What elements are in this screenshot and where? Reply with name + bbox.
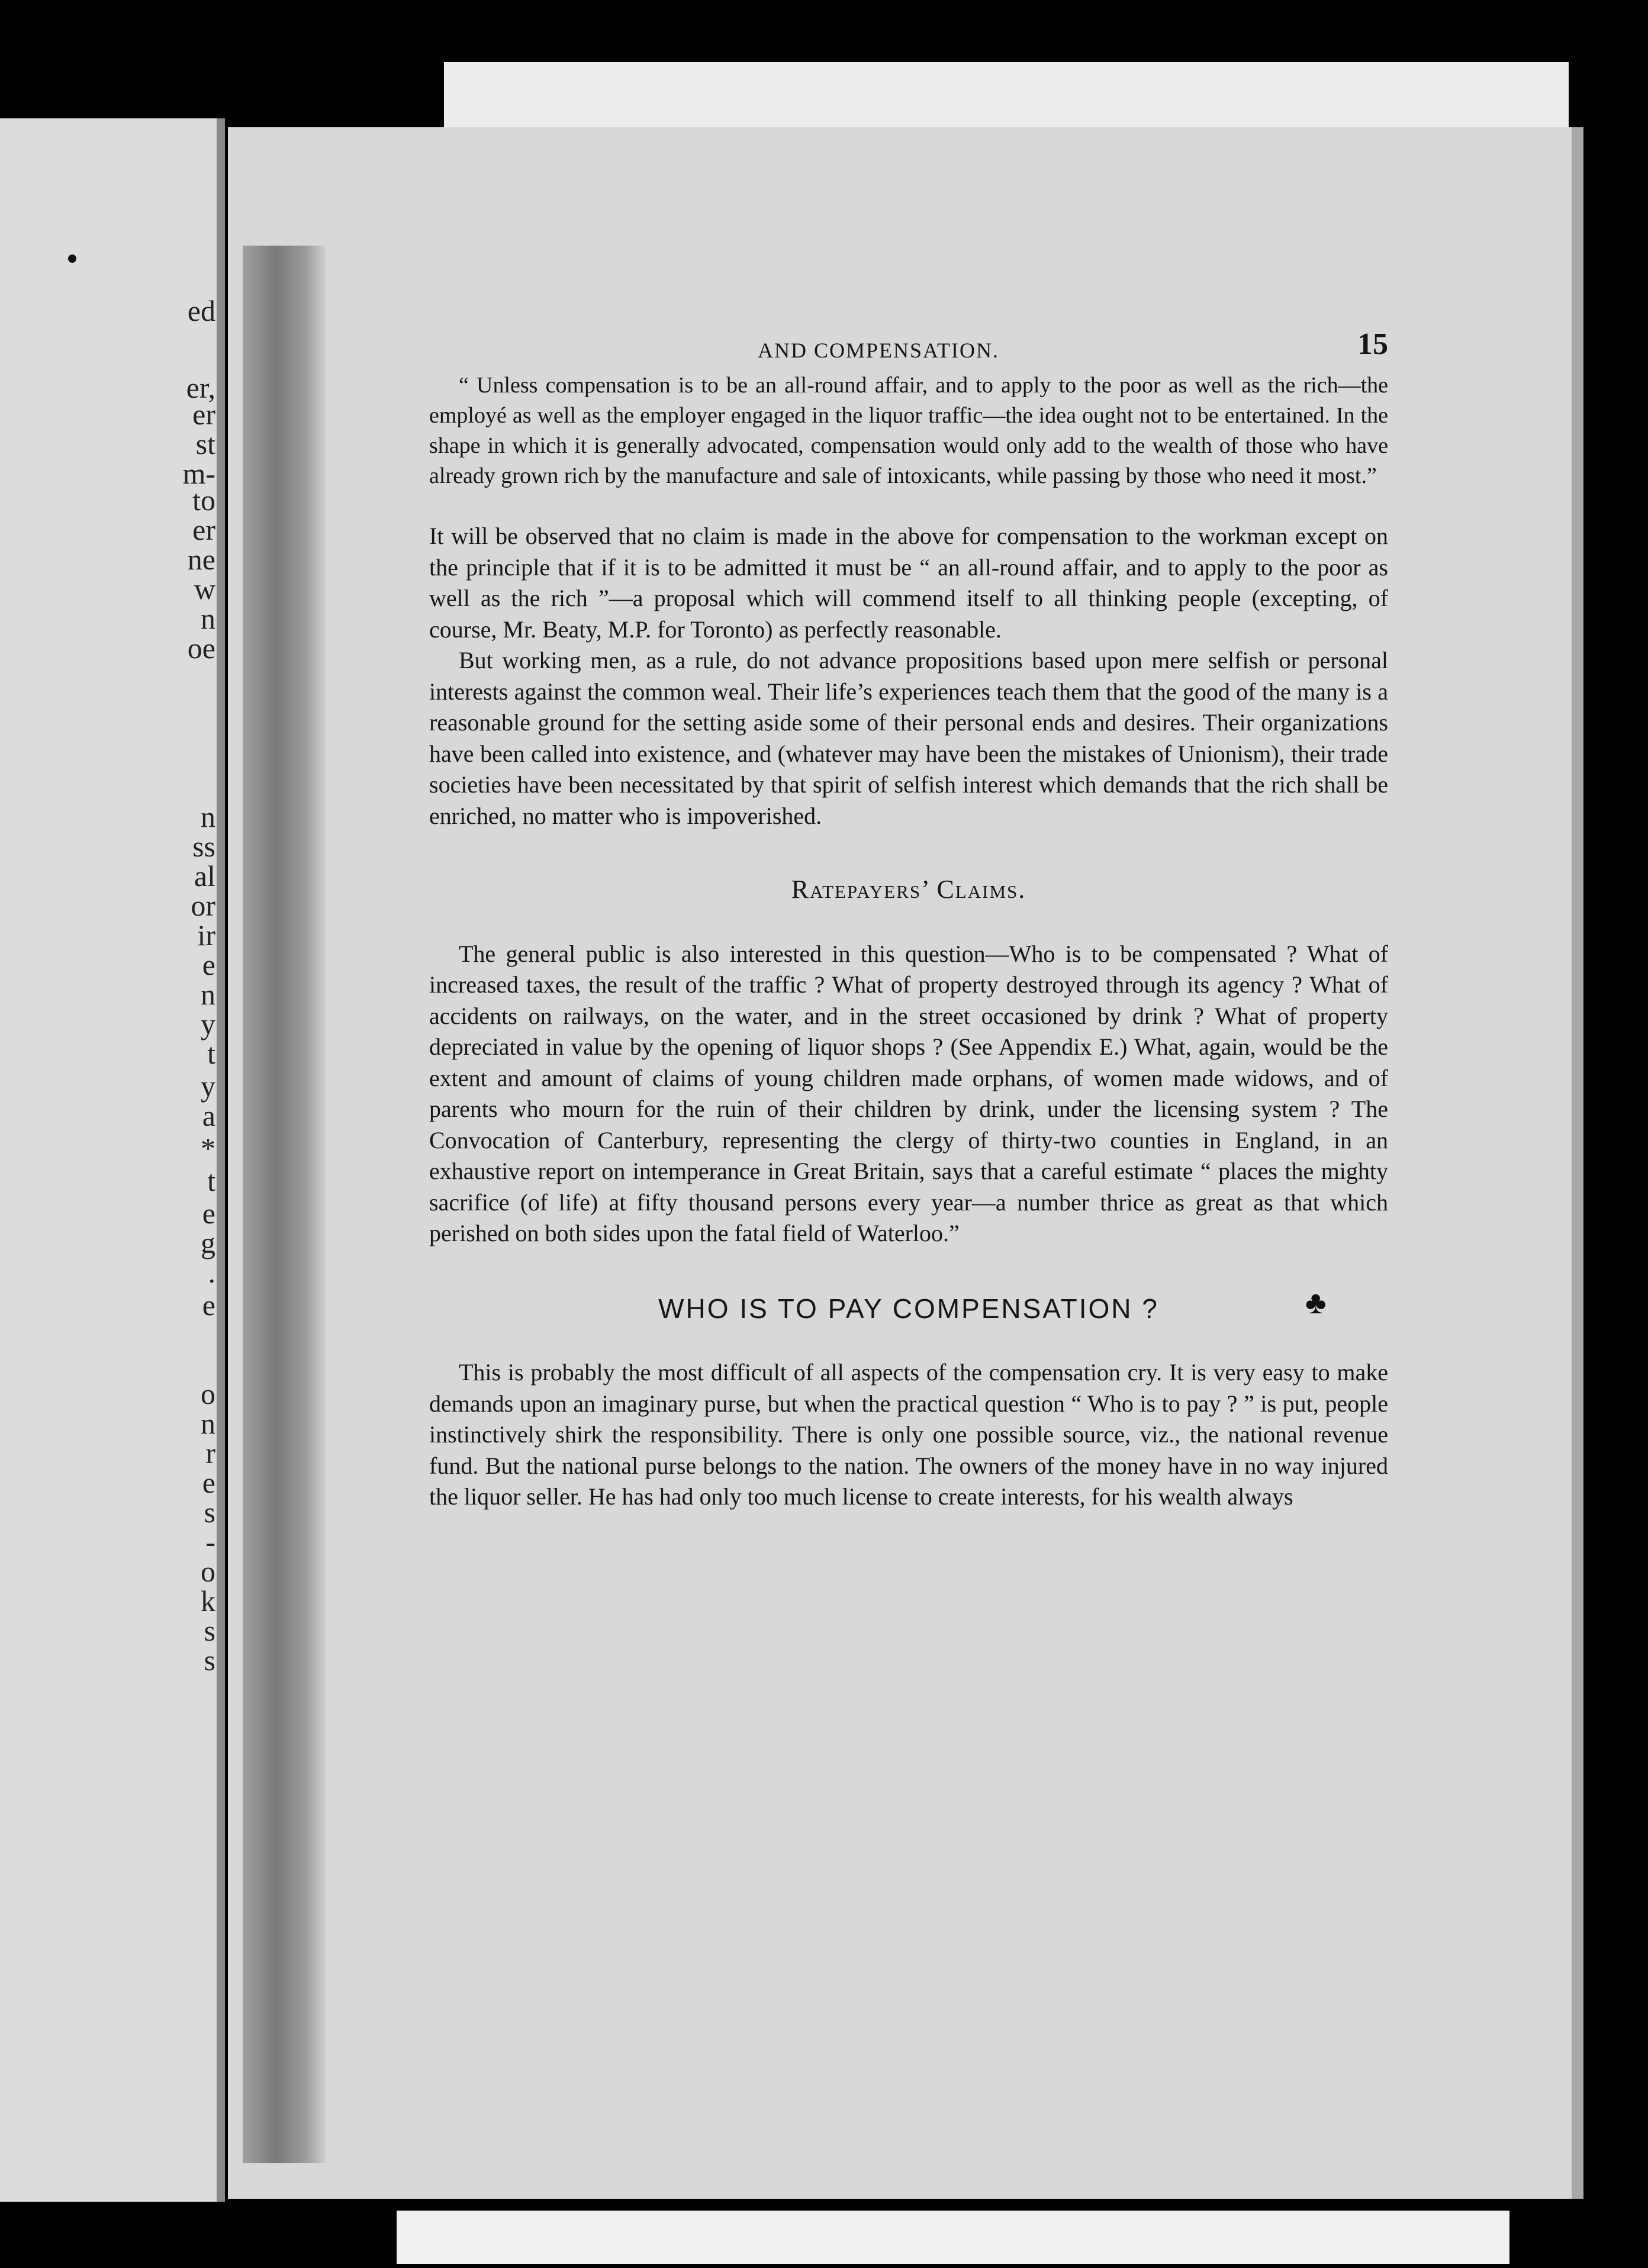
section-heading-who-pays [429,1284,1388,1325]
bleed-fragment: g [201,1226,215,1259]
bleed-fragment: k [201,1584,215,1618]
bleed-fragment: s [204,1614,215,1647]
binding-gutter-shadow [243,246,326,2163]
bleed-fragment: e [202,1197,215,1230]
quoted-passage: “ Unless compensation is to be an all-round affair, and to apply to the poor as well as the rich—the employé as well as the employer engaged in the liquor traffic—the idea ought not to be entertained. In the shape in which it is generally advocated, compensation would only add to the wealth of those who have already grown rich by the manufacture and sale of intoxicants, while passing by those who need it most.” [429,373,1388,488]
bottom-paper-strip [397,2211,1509,2264]
bleed-fragment: o [201,1555,215,1588]
bleed-fragment: ir [197,919,215,952]
bleed-fragment: . [208,1256,215,1289]
bleed-fragment: t [207,1164,215,1197]
page-content [429,329,1388,1513]
paragraph: The general public is also interested in this question—Who is to be compensated ? What of increased taxes, the result of the traffic ? What of property destroyed through its agency ? What of accidents on railways, on the water, and in the street occasioned by drink ? What of property depreciated in value by the opening of liquor shops ? (See Appendix E.) What, again, would be the extent and amount of claims of young children made orphans, of women made widows, and of parents who mourn for the ruin of their children by drink, under the licensing system ? The Convocation of Canterbury, representing the clergy of thirty-two counties in England, in an exhaustive report on intemperance in Great Britain, says that a careful estimate “ places the mighty sacrifice (of life) at fifty thousand persons every year—a number thrice as great as that which perished on both sides upon the fatal field of Waterloo.” [429,940,1388,1246]
bleed-fragment: to [192,484,215,517]
bleed-fragment: s [204,1496,215,1529]
bleed-fragment: n [201,800,215,833]
bleed-fragment: * [201,1132,215,1165]
running-head [429,329,1388,371]
bleed-fragment: t [207,1037,215,1070]
bleed-fragment: e [202,1288,215,1322]
bleed-fragment: er [192,398,215,431]
bleed-fragment: y [201,1007,215,1040]
left-page-edge [217,118,225,2202]
bleed-fragment: m- [182,457,215,490]
section-heading-ratepayers: Ratepayers’ Claims. [791,875,1026,904]
bleed-fragment: e [202,948,215,981]
bleed-fragment: n [201,1407,215,1440]
bleed-fragment: r [205,1436,215,1470]
bleed-fragment: er [192,513,215,546]
bleed-fragment: st [195,427,215,460]
running-title: AND COMPENSATION. [758,339,1000,362]
bleed-fragment: s [204,1644,215,1677]
bleed-fragment: n [201,602,215,635]
bleed-fragment: o [201,1377,215,1410]
ink-mark-icon: ♣ [1305,1284,1328,1320]
bleed-fragment: - [205,1525,215,1558]
paragraph: This is probably the most difficult of all aspects of the compensation cry. It is very easy to make demands upon an imaginary purse, but when the practical question “ Who is to pay ? ” is put, people instinctively shirk the responsibility. There is only one possible source, viz., the national revenue fund. But the national purse belongs to the nation. The owners of the money have in no way injured the liquor seller. He has had only too much license to create interests, for his wealth always [429,1359,1388,1510]
bleed-fragment: oe [187,632,215,665]
page-number: 15 [1357,327,1388,361]
bleed-fragment: er, [186,371,215,404]
bleed-fragment: y [201,1069,215,1103]
bleed-fragment: or [191,889,215,922]
right-page-edge [1572,127,1583,2199]
bleed-fragment: e [202,1466,215,1499]
bleed-fragment: n [201,978,215,1011]
paragraph: It will be observed that no claim is made in the above for compensation to the workman except on the principle that if it is to be admitted it must be “ an all-round affair, and to apply to the poor as well as the rich ”—a proposal which will commend itself to all thinking people (excepting, of course, Mr. Beaty, M.P. for Toronto) as perfectly reasonable. [429,523,1388,643]
bleed-fragment: ss [192,830,215,863]
bleed-fragment: al [194,859,215,893]
ink-dot [68,254,76,263]
paragraph: But working men, as a rule, do not advance propositions based upon mere selfish or personal interests against the common weal. Their life’s experiences teach them that the good of the many is a reasonable ground for the setting aside some of their personal ends and desires. Their organizations have been called into existence, and (whatever may have been the mistakes of Unionism), their trade societies have been necessitated by that spirit of selfish interest which demands that the rich shall be enriched, no matter who is impoverished. [429,647,1388,829]
section-heading-text: WHO IS TO PAY COMPENSATION ? [658,1293,1159,1324]
bleed-fragment: ne [187,543,215,576]
bleed-fragment: ed [187,294,215,327]
bleed-fragment: a [202,1099,215,1132]
bleed-fragment: w [194,572,215,605]
left-facing-page [0,118,225,2202]
